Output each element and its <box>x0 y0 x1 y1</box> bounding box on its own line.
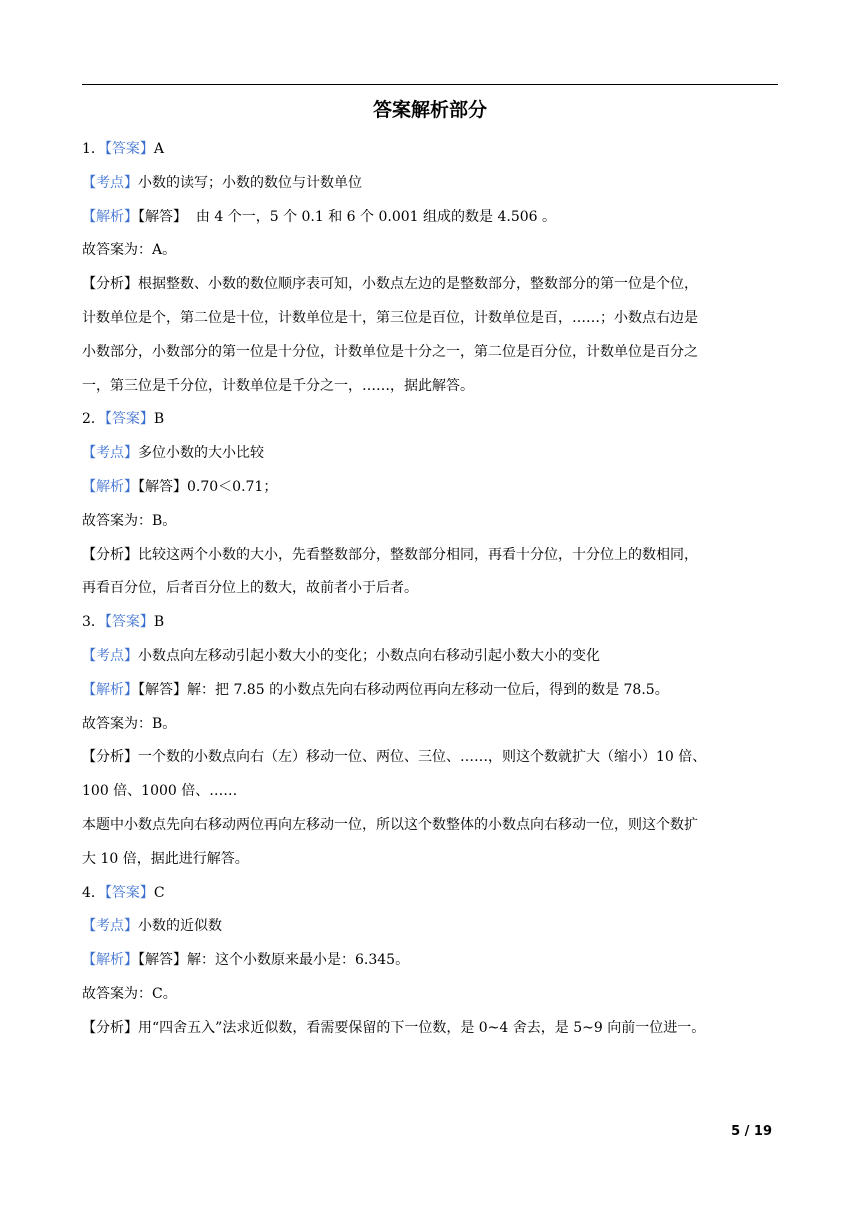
q3-fenxi-cont: 本题中小数点先向右移动两位再向左移动一位，所以这个数整体的小数点向右移动一位，则这个数扩 <box>82 816 698 833</box>
q4-answer-line: 4．【答案】C <box>82 884 165 901</box>
header-rule <box>82 84 778 85</box>
q4-solve-line: 【解析】【解答】解：这个小数原来最小是：6.345。 <box>82 952 410 969</box>
q3-answer-line: 3．【答案】B <box>82 614 165 631</box>
q1-fenxi-cont: 一，第三位是千分位，计数单位是千分之一，……，据此解答。 <box>82 377 474 394</box>
solution-label: 【解答】 <box>138 208 187 225</box>
q2-solve-line: 【解析】【解答】0.70＜0.71； <box>82 478 278 495</box>
q1-fenxi-cont: 小数部分，小数部分的第一位是十分位，计数单位是十分之一，第二位是百分位，计数单位是百分之 <box>82 343 698 360</box>
page-title: 答案解析部分 <box>372 99 487 121</box>
answer-label: 【答案】 <box>104 411 154 428</box>
q1-fenxi-cont: 计数单位是个，第二位是十位，计数单位是十，第三位是百位，计数单位是百，……；小数点右边是 <box>82 309 698 326</box>
solution-label: 【解答】 <box>138 681 187 698</box>
q3-fenxi-line: 【分析】一个数的小数点向右（左）移动一位、两位、三位、……，则这个数就扩大（缩小）10 倍、 <box>82 749 707 766</box>
fenxi-label: 【分析】 <box>82 749 138 766</box>
q1-answer-line: 1．【答案】A <box>82 141 165 157</box>
analysis-label: 【解析】 <box>82 478 138 495</box>
q2-answer-line: 2．【答案】B <box>82 411 165 428</box>
q1-solve-line: 【解析】【解答】 由 4 个一，5 个 0.1 和 6 个 0.001 组成的数是 4.506 。 <box>82 208 556 225</box>
solution-label: 【解答】 <box>138 952 187 969</box>
q1-fenxi-line: 【分析】根据整数、小数的数位顺序表可知，小数点左边的是整数部分，整数部分的第一位是个位， <box>82 276 698 293</box>
answer-label: 【答案】 <box>104 614 154 631</box>
answer-content <box>82 133 778 1046</box>
fenxi-label: 【分析】 <box>82 1019 138 1036</box>
q3-conclusion: 故答案为：B。 <box>82 715 177 732</box>
analysis-label: 【解析】 <box>82 681 138 698</box>
q2-point-line: 【考点】多位小数的大小比较 <box>82 445 264 462</box>
analysis-label: 【解析】 <box>82 208 138 225</box>
answer-label: 【答案】 <box>104 884 154 901</box>
point-label: 【考点】 <box>82 174 138 191</box>
q2-fenxi-cont: 再看百分位，后者百分位上的数大，故前者小于后者。 <box>82 580 418 597</box>
q3-fenxi-cont: 大 10 倍，据此进行解答。 <box>82 850 249 867</box>
q4-conclusion: 故答案为：C。 <box>82 985 177 1002</box>
point-label: 【考点】 <box>82 647 138 664</box>
fenxi-label: 【分析】 <box>82 546 138 563</box>
answer-label: 【答案】 <box>104 141 154 157</box>
q1-point-line: 【考点】小数的读写；小数的数位与计数单位 <box>82 174 362 191</box>
analysis-label: 【解析】 <box>82 952 138 969</box>
q2-fenxi-line: 【分析】比较这两个小数的大小，先看整数部分，整数部分相同，再看十分位，十分位上的数相同， <box>82 546 698 563</box>
point-label: 【考点】 <box>82 918 138 935</box>
q2-conclusion: 故答案为：B。 <box>82 512 177 529</box>
q3-solve-line: 【解析】【解答】解：把 7.85 的小数点先向右移动两位再向左移动一位后，得到的数是 78.5。 <box>82 681 669 698</box>
fenxi-label: 【分析】 <box>82 276 138 293</box>
q4-fenxi-line: 【分析】用“四舍五入”法求近似数，看需要保留的下一位数，是 0~4 舍去，是 5~9 向前一位进一。 <box>82 1019 706 1036</box>
q4-point-line: 【考点】小数的近似数 <box>82 918 222 935</box>
q1-conclusion: 故答案为：A。 <box>82 242 177 259</box>
q3-fenxi-cont: 100 倍、1000 倍、…… <box>82 783 238 800</box>
page-number: 5 / 19 <box>731 1124 772 1139</box>
solution-label: 【解答】 <box>138 478 187 495</box>
q3-point-line: 【考点】小数点向左移动引起小数大小的变化；小数点向右移动引起小数大小的变化 <box>82 647 600 664</box>
point-label: 【考点】 <box>82 445 138 462</box>
